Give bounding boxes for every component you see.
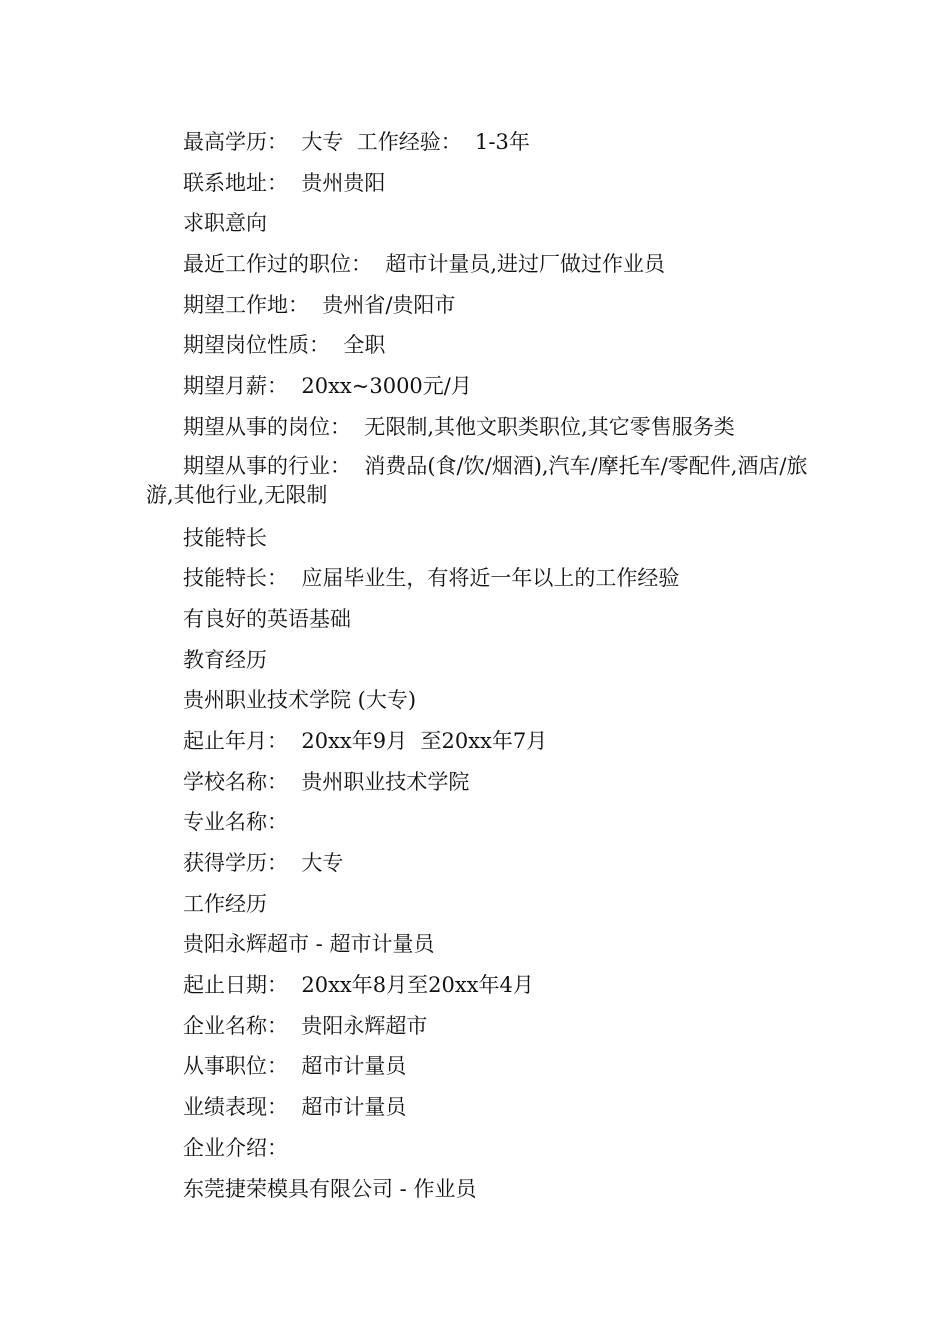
- english-skill-line: 有良好的英语基础: [183, 606, 351, 631]
- contact-address-line: 联系地址： 贵州贵阳: [183, 170, 386, 195]
- job-position-line: 从事职位： 超市计量员: [183, 1054, 407, 1079]
- expected-salary-line: 期望月薪： 20xx~3000元/月: [183, 374, 472, 399]
- skills-line: 技能特长： 应届毕业生，有将近一年以上的工作经验: [183, 566, 680, 591]
- performance-line: 业绩表现： 超市计量员: [183, 1095, 407, 1120]
- education-heading: 教育经历: [183, 647, 267, 672]
- degree-line: 获得学历： 大专: [183, 851, 344, 875]
- resume-text: [146, 122, 811, 1209]
- study-period-line: 起止年月： 20xx年9月 至20xx年7月: [183, 728, 548, 753]
- school-name-line: 学校名称： 贵州职业技术学院: [183, 769, 470, 794]
- job-entry-title-2: 东莞捷荣模具有限公司 - 作业员: [183, 1176, 477, 1201]
- job-intention-heading: 求职意向: [183, 211, 267, 236]
- expected-job-type-line: 期望岗位性质： 全职: [183, 333, 386, 358]
- expected-industries-line: 期望从事的行业： 消费品(食/饮/烟酒),汽车/摩托车/零配件,酒店/旅游,其他行业,无限制: [146, 453, 808, 507]
- major-name-line: 专业名称：: [183, 810, 288, 835]
- company-intro-line: 企业介绍：: [183, 1135, 288, 1160]
- expected-location-line: 期望工作地： 贵州省/贵阳市: [183, 292, 456, 317]
- expected-positions-line: 期望从事的岗位： 无限制,其他文职类职位,其它零售服务类: [183, 414, 735, 439]
- school-entry-title: 贵州职业技术学院 (大专): [183, 688, 417, 713]
- job-period-line: 起止日期： 20xx年8月至20xx年4月: [183, 973, 534, 998]
- work-experience-heading: 工作经历: [183, 891, 267, 916]
- skills-heading: 技能特长: [183, 525, 267, 550]
- company-name-line: 企业名称： 贵阳永辉超市: [183, 1013, 428, 1038]
- education-experience-line: 最高学历： 大专 工作经验： 1-3年: [183, 130, 530, 154]
- job-entry-title: 贵阳永辉超市 - 超市计量员: [183, 932, 435, 957]
- recent-position-line: 最近工作过的职位： 超市计量员,进过厂做过作业员: [183, 252, 666, 277]
